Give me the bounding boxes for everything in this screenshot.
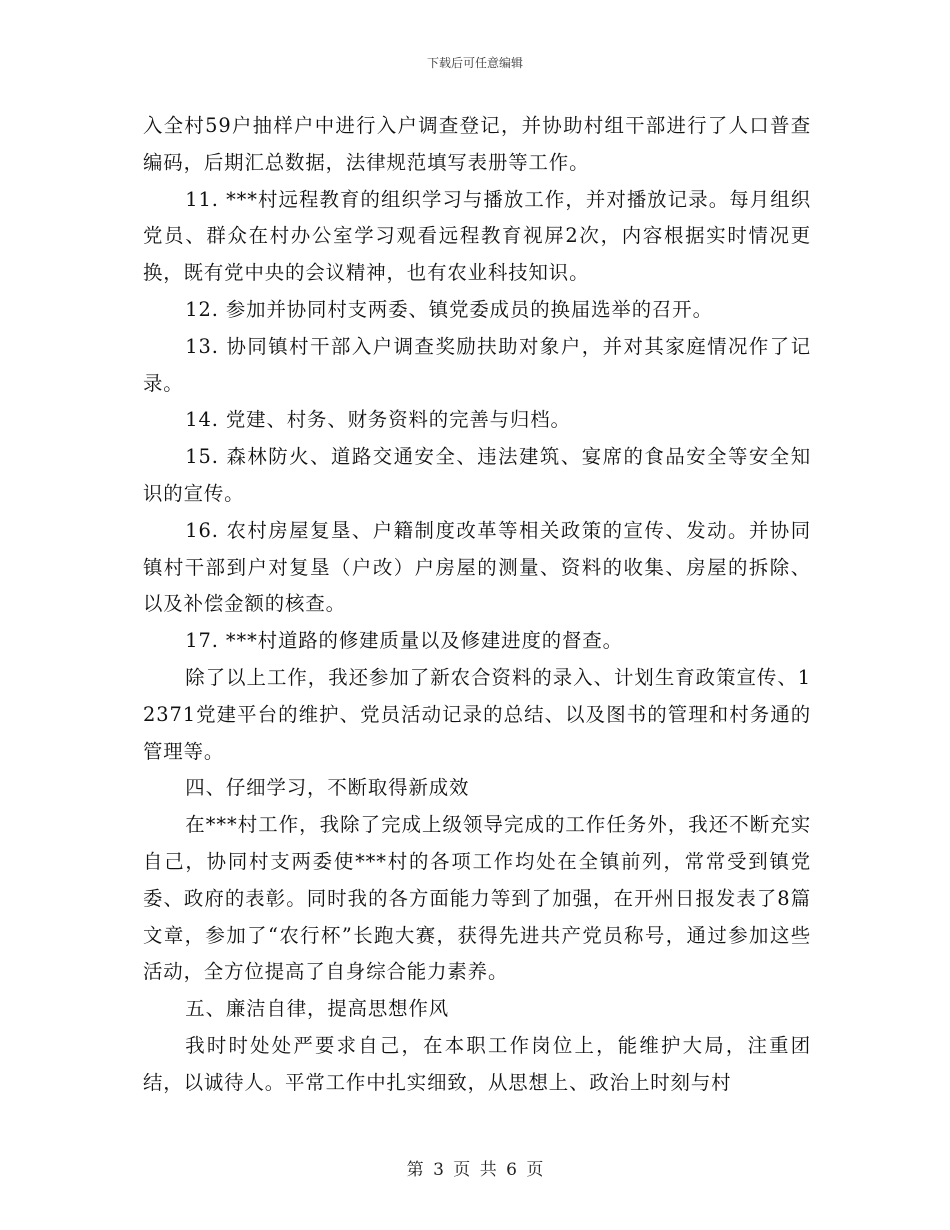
section-heading: 四、仔细学习，不断取得新成效 <box>185 776 470 800</box>
paragraph: 12. 参加并协同村支两委、镇党委成员的换届选举的召开。 <box>185 297 713 321</box>
paragraph: 15. 森林防火、道路交通安全、违法建筑、宴席的食品安全等安全知识的宣传。 <box>143 445 811 505</box>
paragraph: 入全村59户抽样户中进行入户调查登记，并协助村组干部进行了人口普查编码，后期汇总数据，法律规范填写表册等工作。 <box>143 114 811 174</box>
document-body <box>143 108 811 1102</box>
paragraph: 16. 农村房屋复垦、户籍制度改革等相关政策的宣传、发动。并协同镇村干部到户对复垦（户改）户房屋的测量、资料的收集、房屋的拆除、以及补偿金额的核查。 <box>143 518 811 616</box>
page-footer: 第 3 页 共 6 页 <box>406 1160 544 1180</box>
paragraph: 13. 协同镇村干部入户调查奖励扶助对象户，并对其家庭情况作了记录。 <box>143 334 811 395</box>
paragraph: 11. ***村远程教育的组织学习与播放工作，并对播放记录。每月组织党员、群众在村办公室学习观看远程教育视屏2次，内容根据实时情况更换，既有党中央的会议精神，也有农业科技知识。 <box>143 187 811 285</box>
section-heading: 五、廉洁自律，提高思想作风 <box>185 997 450 1021</box>
paragraph: 在***村工作，我除了完成上级领导完成的工作任务外，我还不断充实自己，协同村支两委使***村的各项工作均处在全镇前列，常常受到镇党委、政府的表彰。同时我的各方面能力等到了加强，在开州日报发表了8篇文章，参加了“农行杯”长跑大赛，获得先进共产党员称号，通过参加这些活动，全方位提高了自身综合能力素养。 <box>143 813 811 984</box>
paragraph: 除了以上工作，我还参加了新农合资料的录入、计划生育政策宣传、12371党建平台的维护、党员活动记录的总结、以及图书的管理和村务通的管理等。 <box>143 665 811 763</box>
page-header: 下载后可任意编辑 <box>426 56 523 70</box>
paragraph: 17. ***村道路的修建质量以及修建进度的督查。 <box>185 629 623 653</box>
paragraph: 我时时处处严要求自己，在本职工作岗位上，能维护大局，注重团结，以诚待人。平常工作中扎实细致，从思想上、政治上时刻与村 <box>143 1033 811 1094</box>
paragraph: 14. 党建、村务、财务资料的完善与归档。 <box>185 408 571 432</box>
